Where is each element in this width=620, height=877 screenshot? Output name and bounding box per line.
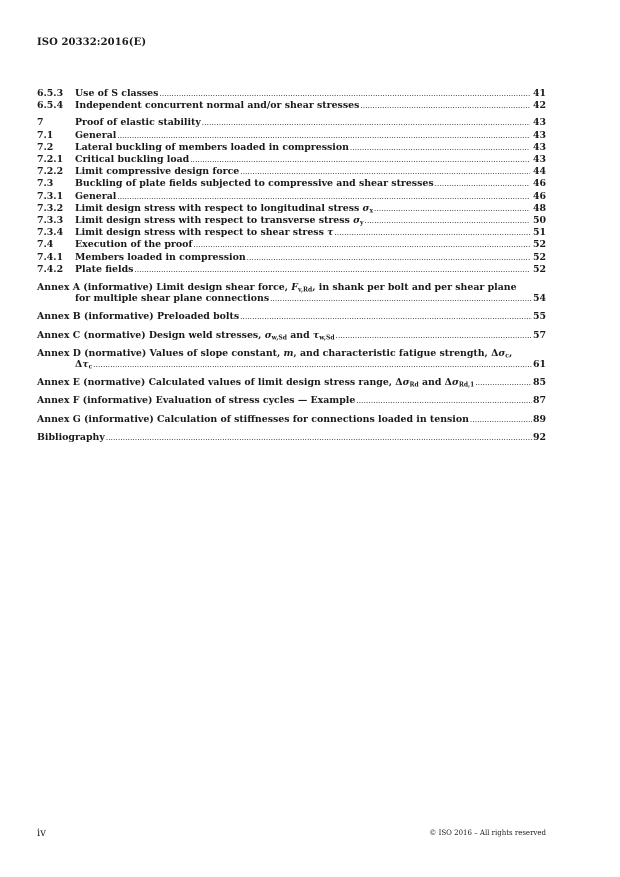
toc-entry-page: 43: [532, 117, 546, 129]
toc-entry-number: 7.2: [37, 141, 54, 153]
annex-c-entry[interactable]: [37, 330, 546, 342]
math-symbol: σ: [402, 377, 410, 389]
toc-entry-title-text: Limit compressive design force: [75, 166, 240, 178]
page-number: iv: [37, 828, 46, 839]
annex-g-title-text: Annex G (informative) Calculation of stiffnesses for connections loaded in tension: [37, 413, 469, 425]
toc-entry-page: 48: [532, 202, 546, 214]
copyright-notice: © ISO 2016 – All rights reserved: [429, 829, 546, 837]
toc-entry-page: 44: [532, 166, 546, 178]
toc-entry-title: [75, 100, 359, 111]
annex-a-title-text: , in shank per bolt and per shear plane: [312, 282, 517, 294]
annex-d-entry[interactable]: [37, 348, 546, 359]
annex-e-entry[interactable]: [37, 377, 546, 389]
toc-entry-number: 7: [37, 117, 44, 129]
annex-page: 89: [532, 413, 546, 425]
annex-c-title-text: and: [286, 329, 313, 341]
math-subscript: w,Sd: [319, 334, 335, 342]
toc-entry-page: 52: [532, 251, 546, 263]
annex-e-title-text: Annex E (normative) Calculated values of limit design stress range, Δ: [37, 377, 403, 389]
math-subscript: Rd: [409, 381, 419, 389]
toc-entry-title: [75, 117, 201, 128]
toc-entry[interactable]: [37, 227, 546, 239]
annex-title: [37, 432, 105, 443]
toc-entry[interactable]: [37, 142, 546, 154]
annex-page: 61: [532, 359, 546, 371]
toc-entry-page: 43: [532, 129, 546, 141]
annex-a-title-text: Annex A (informative) Limit design shear force,: [37, 282, 292, 294]
toc-entry-title: [75, 142, 349, 153]
math-symbol: σ: [498, 347, 506, 359]
annex-a-line-2[interactable]: [37, 293, 546, 305]
math-subscript: c: [88, 363, 93, 371]
toc-entry-title: [75, 252, 246, 263]
toc-entry-number: 7.3: [37, 178, 54, 190]
toc-entry-number: 6.5.4: [37, 100, 64, 112]
toc-entry-page: 43: [532, 154, 546, 166]
annex-b-title-text: Annex B (informative) Preloaded bolts: [37, 311, 240, 323]
annex-page: 54: [532, 293, 546, 305]
toc-entry[interactable]: [37, 88, 546, 100]
bibliography-title-text: Bibliography: [37, 431, 105, 443]
toc-entry-title-text: Use of S classes: [75, 88, 159, 99]
toc-entry[interactable]: [37, 264, 546, 276]
annex-title: [37, 330, 335, 341]
toc-entry-title: [75, 154, 189, 165]
math-symbol: m: [283, 347, 294, 359]
toc-entry-page: 52: [532, 263, 546, 275]
toc-entry[interactable]: [37, 252, 546, 264]
math-symbol: F: [291, 282, 298, 294]
math-subscript: c: [505, 352, 509, 360]
toc-entry-title: [75, 239, 192, 250]
dot-leader: [106, 433, 532, 444]
toc-entry-page: 46: [532, 178, 546, 190]
dot-leader: [240, 167, 530, 178]
dot-leader: [247, 253, 530, 264]
dot-leader: [93, 360, 532, 371]
toc-entry-number: 7.1: [37, 129, 54, 141]
toc-entry-title-text: Limit design stress with respect to transverse stress: [75, 215, 350, 227]
dot-leader: [475, 378, 532, 389]
annex-title: [37, 414, 469, 425]
annex-page: 87: [532, 395, 546, 407]
toc-entry-page: 52: [532, 239, 546, 251]
toc-entry-title-text: Limit design stress with respect to shear stress: [75, 227, 324, 239]
table-of-contents: [37, 88, 546, 444]
toc-entry-title-text: Members loaded in compression: [75, 251, 246, 263]
annex-f-title-text: Annex F (informative) Evaluation of stress cycles — Example: [37, 395, 356, 407]
annex-g-entry[interactable]: [37, 414, 546, 426]
annex-page: 92: [532, 431, 546, 443]
toc-entry-title: [75, 203, 373, 214]
toc-entry-title: [75, 264, 133, 275]
dot-leader: [334, 228, 530, 239]
annex-c-title-text: Annex C (normative) Design weld stresses,: [37, 329, 265, 341]
annex-e-title-text: and Δ: [418, 377, 452, 389]
dot-leader: [360, 101, 530, 112]
annex-page: 85: [532, 377, 546, 389]
toc-entry-title-text: Lateral buckling of members loaded in compression: [75, 141, 349, 153]
dot-leader: [117, 192, 530, 203]
math-subscript: Rd,1: [458, 381, 475, 389]
dot-leader: [435, 179, 530, 190]
annex-b-entry[interactable]: [37, 311, 546, 323]
bibliography-entry[interactable]: [37, 432, 546, 444]
annex-title: [37, 377, 474, 388]
toc-entry[interactable]: [37, 203, 546, 215]
dot-leader: [356, 396, 532, 407]
math-symbol: σ: [353, 215, 361, 227]
toc-entry-title: [75, 166, 239, 177]
toc-entry-number: 7.4.2: [37, 263, 64, 275]
toc-entry-number: 7.3.3: [37, 215, 64, 227]
toc-entry-title: [75, 191, 116, 202]
toc-entry[interactable]: [37, 166, 546, 178]
toc-entry-title-text: Plate fields: [75, 263, 134, 275]
math-symbol: τ: [327, 227, 334, 239]
toc-entry-page: 51: [532, 227, 546, 239]
toc-entry-title-text: Critical buckling load: [75, 154, 190, 166]
toc-entry[interactable]: [37, 117, 546, 129]
toc-entry-title: [75, 227, 333, 238]
annex-d-title-text: ,: [508, 347, 513, 359]
dot-leader: [202, 118, 530, 129]
toc-entry[interactable]: [37, 191, 546, 203]
toc-entry[interactable]: [37, 100, 546, 112]
math-symbol: σ: [362, 202, 370, 214]
annex-title: [75, 359, 92, 370]
math-symbol: σ: [451, 377, 459, 389]
toc-entry-title: [75, 178, 434, 189]
toc-entry-page: 50: [532, 215, 546, 227]
toc-entry-title-text: Proof of elastic stability: [75, 117, 201, 129]
toc-entry-page: 46: [532, 190, 546, 202]
toc-entry-title-text: Independent concurrent normal and/or shear stresses: [75, 100, 360, 112]
toc-entry[interactable]: [37, 239, 546, 251]
annex-d-line-2[interactable]: [37, 359, 546, 371]
math-subscript: w,Sd: [271, 334, 287, 342]
annex-title: [37, 311, 239, 322]
dot-leader: [470, 415, 532, 426]
math-subscript: y: [360, 219, 364, 227]
toc-entry-title: [75, 130, 116, 141]
annex-a-title-text: for multiple shear plane connections: [75, 293, 270, 305]
toc-entry-page: 42: [532, 100, 546, 112]
toc-entry[interactable]: [37, 178, 546, 190]
annex-d-line-1: [37, 348, 546, 359]
annex-d-title-text: , and characteristic fatigue strength, Δ: [293, 347, 499, 359]
toc-entry-number: 7.2.1: [37, 154, 64, 166]
toc-entry-title-text: General: [75, 190, 117, 202]
toc-entry-page: 43: [532, 141, 546, 153]
toc-entry-number: 7.2.2: [37, 166, 64, 178]
document-id-header: ISO 20332:2016(E): [37, 37, 147, 48]
toc-entry-title: [75, 88, 158, 99]
annex-title: [75, 293, 269, 304]
toc-entry-page: 41: [532, 88, 546, 99]
dot-leader: [365, 216, 530, 227]
dot-leader: [350, 143, 530, 154]
toc-entry-number: 6.5.3: [37, 88, 64, 99]
annex-d-title-text: Δ: [75, 359, 83, 371]
annex-d-title-text: Annex D (normative) Values of slope constant,: [37, 347, 284, 359]
annex-page: 55: [532, 311, 546, 323]
math-symbol: τ: [312, 329, 320, 341]
toc-entry-title-text: Limit design stress with respect to longitudinal stress: [75, 202, 360, 214]
dot-leader: [159, 89, 530, 100]
math-subscript: x: [369, 207, 374, 215]
toc-entry-number: 7.3.4: [37, 227, 64, 239]
math-symbol: σ: [264, 329, 272, 341]
toc-entry-number: 7.4.1: [37, 251, 64, 263]
annex-a-line-1: [37, 282, 546, 293]
toc-entry-title-text: Execution of the proof: [75, 239, 193, 251]
dot-leader: [134, 265, 530, 276]
annex-title: [37, 395, 355, 406]
annex-f-entry[interactable]: [37, 395, 546, 407]
dot-leader: [190, 155, 530, 166]
dot-leader: [270, 294, 532, 305]
toc-entry-title-text: Buckling of plate fields subjected to compressive and shear stresses: [75, 178, 434, 190]
math-symbol: τ: [82, 359, 89, 371]
toc-entry-title: [75, 215, 364, 226]
math-subscript: v,Rd: [297, 286, 313, 294]
toc-entry[interactable]: [37, 154, 546, 166]
dot-leader: [374, 204, 530, 215]
dot-leader: [193, 240, 530, 251]
dot-leader: [117, 131, 530, 142]
toc-entry[interactable]: [37, 215, 546, 227]
annex-a-entry[interactable]: [37, 282, 546, 293]
toc-entry[interactable]: [37, 130, 546, 142]
toc-entry-number: 7.3.1: [37, 190, 64, 202]
toc-entry-number: 7.3.2: [37, 202, 64, 214]
toc-entry-title-text: General: [75, 129, 117, 141]
toc-entry-number: 7.4: [37, 239, 54, 251]
dot-leader: [240, 312, 532, 323]
annex-page: 57: [532, 329, 546, 341]
dot-leader: [336, 331, 532, 342]
